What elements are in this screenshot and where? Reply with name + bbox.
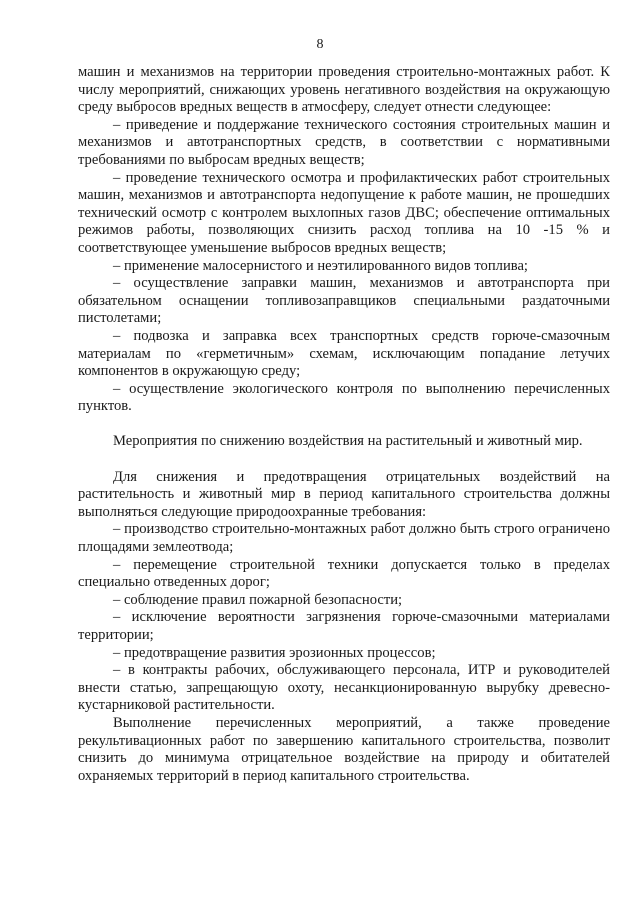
section1-item-3: – применение малосернистого и неэтилированного видов топлива; (113, 257, 528, 274)
section1-intro: машин и механизмов на территории проведения строительно-монтажных работ. К числу мероприятий, снижающих уровень негативного воздействия на окружающую среду выбросов вредных веществ в атмосферу, следует отнести следующее: (78, 64, 610, 116)
section2-item-5: – предотвращение развития эрозионных процессов; (113, 644, 436, 661)
section1-item-5: – подвозка и заправка всех транспортных средств горюче-смазочным материалам по «герметичным» схемам, исключающим попадание летучих компонентов в окружающую среду; (78, 327, 610, 380)
section1-item-6: – осуществление экологического контроля по выполнению перечисленных пунктов. (78, 380, 610, 415)
section2-heading: Мероприятия по снижению воздействия на растительный и животный мир. (113, 433, 583, 450)
section2-conclusion: Выполнение перечисленных мероприятий, а также проведение рекультивационных работ по завершению капитального строительства, позволит снизить до минимума отрицательное воздействие на природу и обитателей охраняемых территорий в период капитального строительства. (78, 714, 610, 784)
section2-item-1: – производство строительно-монтажных работ должно быть строго ограничено площадями землеотвода; (78, 521, 610, 556)
section2-intro: Для снижения и предотвращения отрицательных воздействий на растительность и животный мир в период капитального строительства должны выполняться следующие природоохранные требования: (78, 468, 610, 520)
page-content (78, 64, 610, 785)
section2-item-4: – исключение вероятности загрязнения горюче-смазочными материалами территории; (78, 609, 610, 643)
section1-item-2: – проведение технического осмотра и профилактических работ строительных машин, механизмов и автотранспорта недопущение к работе машин, не прошедших технический осмотр с контролем выхлопных газов ДВС; обеспечение оптимальных режимов работы, позволяющих снизить расход топлива на 10 -15 % и соответствующее уменьшение выбросов вредных веществ; (78, 169, 610, 256)
section1-item-4: – осуществление заправки машин, механизмов и автотранспорта при обязательном оснащении топливозаправщиков специальными раздаточными пистолетами; (78, 275, 610, 327)
section2-item-6: – в контракты рабочих, обслуживающего персонала, ИТР и руководителей внести статью, запрещающую охоту, несанкционированную вырубку древесно-кустарниковой растительности. (78, 662, 610, 714)
section2-item-3: – соблюдение правил пожарной безопасности; (113, 591, 403, 608)
page-number: 8 (316, 37, 324, 52)
section2-item-2: – перемещение строительной техники допускается только в пределах специально отведенных дорог; (78, 556, 610, 591)
section1-item-1: – приведение и поддержание технического состояния строительных машин и механизмов и автотранспортных средств, в соответствии с нормативными требованиями по выбросам вредных веществ; (78, 116, 610, 168)
